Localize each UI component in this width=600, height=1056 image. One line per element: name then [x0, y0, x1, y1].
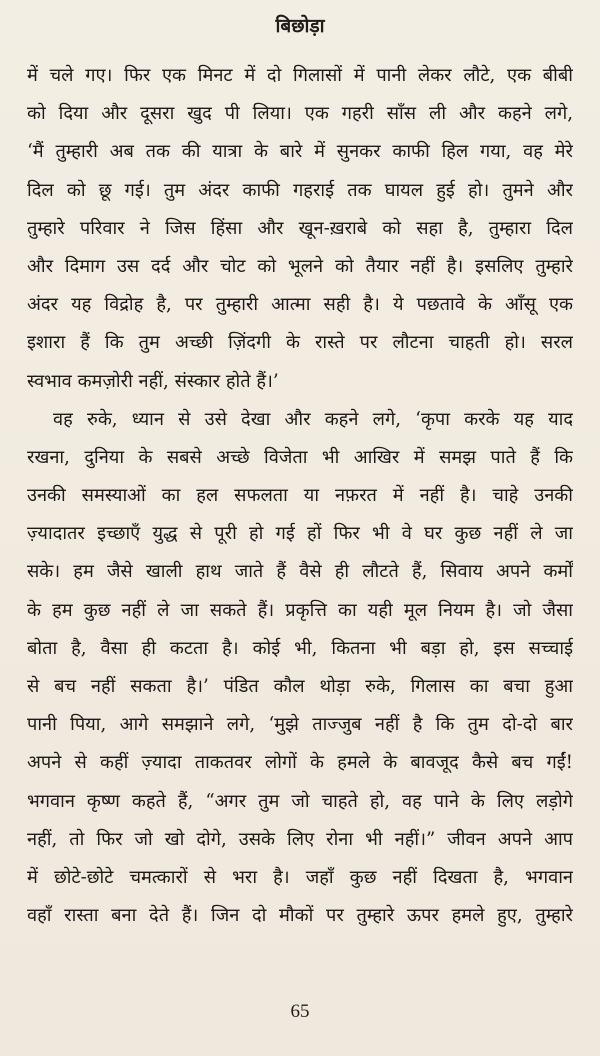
text-line: और दिमाग उस दर्द और चोट को भूलने को तैयार नहीं है। इसलिए तुम्हारे: [27, 255, 573, 277]
text-line: में छोटे-छोटे चमत्कारों से भरा है। जहाँ कुछ नहीं दिखता है, भगवान: [27, 866, 573, 888]
running-title: बिछोड़ा: [275, 15, 325, 37]
text-line: से बच नहीं सकता है।’ पंडित कौल थोड़ा रुके, गिलास का बचा हुआ: [27, 676, 573, 697]
text-line: स्वभाव कमज़ोरी नहीं, संस्कार होते हैं।’: [27, 370, 279, 392]
text-line: के हम कुछ नहीं ले जा सकते हैं। प्रकृत्ति का यही मूल नियम है। जो जैसा: [27, 599, 573, 621]
text-line: इशारा हैं कि तुम अच्छी ज़िंदगी के रास्ते पर लौटना चाहती हो। सरल: [27, 332, 573, 354]
paragraph-2: [27, 401, 573, 936]
text-line: में चले गए। फिर एक मिनट में दो गिलासों में पानी लेकर लौटे, एक बीबी: [27, 65, 573, 86]
text-line: तुम्हारे परिवार ने जिस हिंसा और खून-ख़राबे को सहा है, तुम्हारा दिल: [27, 217, 573, 239]
text-line: दिल को छू गई। तुम अंदर काफी गहराई तक घायल हुई हो। तुमने और: [27, 179, 573, 201]
text-line: उनकी समस्याओं का हल सफलता या नफ़रत में नहीं है। चाहे उनकी: [27, 485, 573, 507]
text-line: को दिया और दूसरा खुद पी लिया। एक गहरी साँस ली और कहने लगे,: [27, 103, 573, 125]
text-line: बोता है, वैसा ही कटता है। कोई भी, कितना भी बड़ा हो, इस सच्चाई: [27, 637, 573, 659]
text-line: सके। हम जैसे खाली हाथ जाते हैं वैसे ही लौटते हैं, सिवाय अपने कर्मों: [27, 561, 573, 583]
text-line: अंदर यह विद्रोह है, पर तुम्हारी आत्मा सही है। ये पछतावे के आँसू एक: [27, 294, 573, 316]
text-line: ज़्यादातर इच्छाएँ युद्ध से पूरी हो गई हों फिर भी वे घर कुछ नहीं ले जा: [27, 523, 573, 545]
body-text: [27, 57, 573, 935]
text-line: पानी पिया, आगे समझाने लगे, ‘मुझे ताज्जुब नहीं है कि तुम दो-दो बार: [27, 714, 573, 736]
text-line: भगवान कृष्ण कहते हैं, “अगर तुम जो चाहते हो, वह पाने के लिए लड़ोगे: [27, 790, 573, 812]
paragraph-1: [27, 57, 573, 401]
text-line: अपने से कहीं ज़्यादा ताकतवर लोगों के हमले के बावजूद कैसे बच गईं!: [27, 752, 573, 774]
page-number: 65: [290, 1001, 310, 1022]
text-line: वहाँ रास्ता बना देते हैं। जिन दो मौकों पर तुम्हारे ऊपर हमले हुए, तुम्हारे: [27, 905, 573, 927]
text-line: रखना, दुनिया के सबसे अच्छे विजेता भी आखिर में समझ पाते हैं कि: [27, 446, 573, 468]
text-line: नहीं, तो फिर जो खो दोगे, उसके लिए रोना भी नहीं।” जीवन अपने आप: [27, 828, 573, 850]
text-line: वह रुके, ध्यान से उसे देखा और कहने लगे, ‘कृपा करके यह याद: [53, 408, 573, 430]
text-line: ‘मैं तुम्हारी अब तक की यात्रा के बारे में सुनकर काफी हिल गया, वह मेरे: [27, 141, 573, 163]
